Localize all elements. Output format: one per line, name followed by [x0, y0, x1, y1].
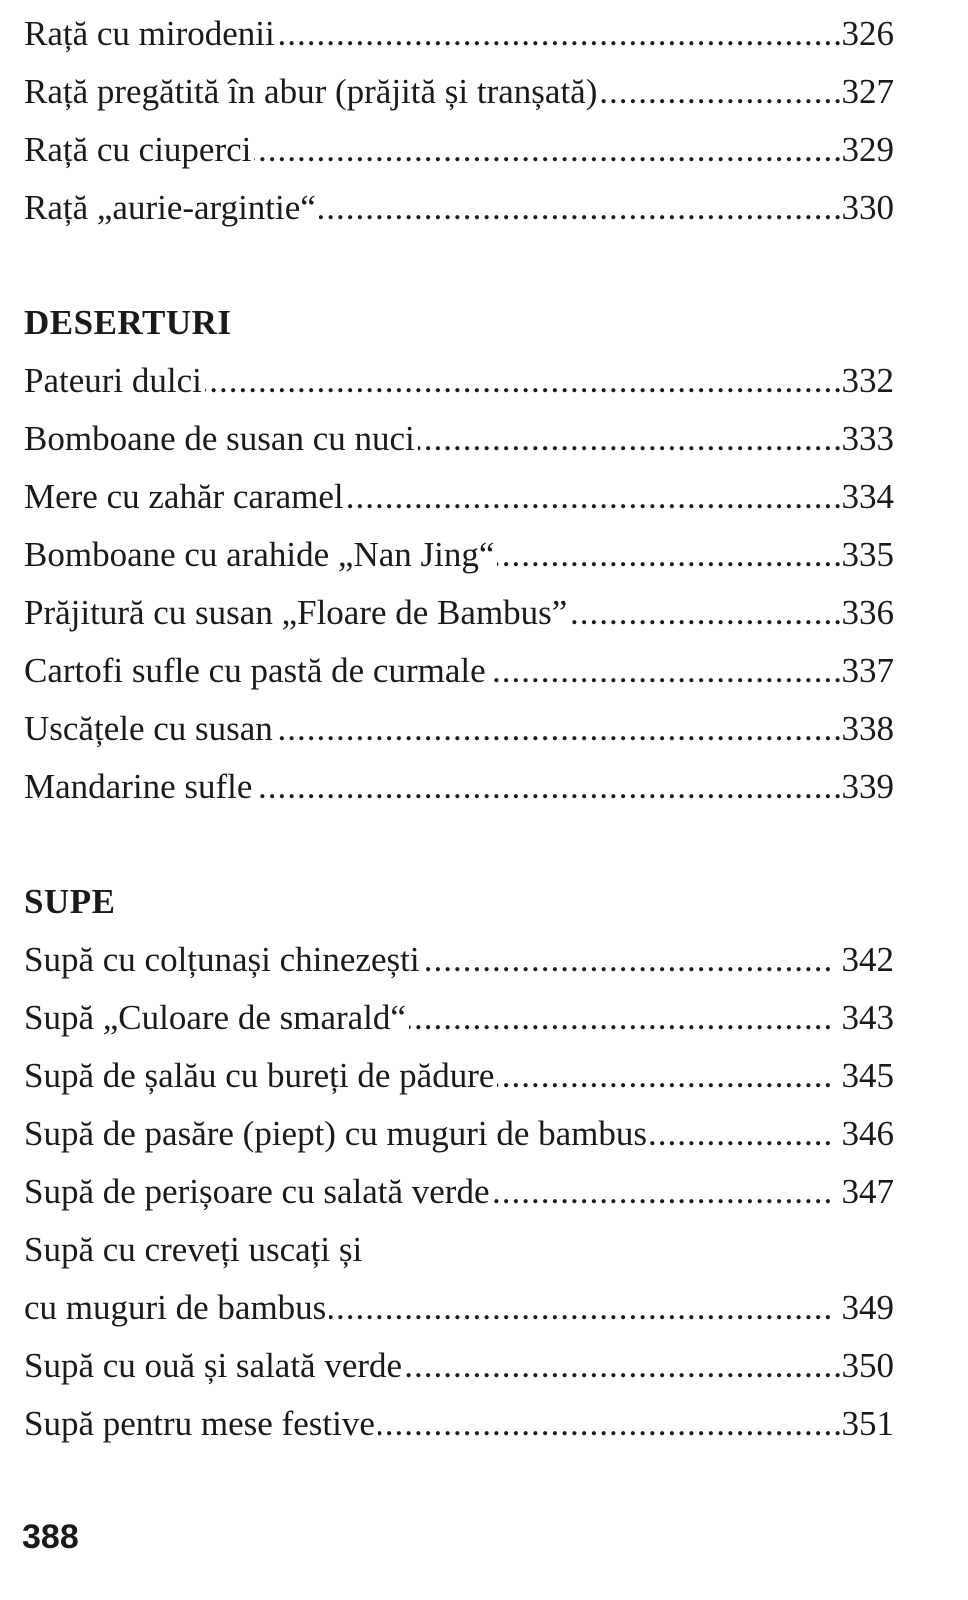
toc-entry-title: Rață cu ciuperci: [24, 130, 254, 169]
toc-entry: [24, 1286, 894, 1344]
toc-entry: [24, 417, 894, 475]
toc-entry-continued: [24, 1228, 894, 1286]
toc-entry-page: 327: [840, 70, 895, 114]
toc-entry-page: 347: [834, 1170, 895, 1214]
page-number: 388: [22, 1518, 79, 1556]
toc-entry-title: Mandarine sufle: [24, 767, 255, 806]
section-spacer: [24, 244, 894, 301]
toc-entry-title: Cartofi sufle cu pastă de curmale: [24, 651, 489, 690]
toc-entry-page: 335: [840, 533, 895, 577]
toc-entry: [24, 475, 894, 533]
toc-entry-page: 346: [834, 1112, 895, 1156]
toc-entry-title: Prăjitură cu susan „Floare de Bambus”: [24, 593, 570, 632]
toc-entry-page: 329: [840, 128, 895, 172]
toc-entry-page: 333: [840, 417, 895, 461]
toc-entry-page: 349: [834, 1286, 895, 1330]
toc-entry: [24, 996, 894, 1054]
section-heading-supe: SUPE: [24, 882, 116, 921]
toc-entry-page: 332: [840, 359, 895, 403]
toc-entry-title: Supă de perișoare cu salată verde: [24, 1172, 492, 1211]
toc-entry-page: 334: [840, 475, 895, 519]
toc-entry-page: 336: [840, 591, 895, 635]
toc-entry-title: Pateuri dulci: [24, 361, 205, 400]
toc-entry: [24, 1402, 894, 1460]
toc-entry-title: Supă cu creveți uscați și: [24, 1230, 365, 1269]
toc-entry-title: Supă cu colțunași chinezești: [24, 940, 423, 979]
toc-entry-title: Supă cu ouă și salată verde: [24, 1346, 405, 1385]
toc-entry: [24, 591, 894, 649]
toc-entry: [24, 186, 894, 244]
toc-entry: [24, 1170, 894, 1228]
toc-entry-title: Supă de pasăre (piept) cu muguri de bambus: [24, 1114, 650, 1153]
toc-entry-title: Supă de șalău cu bureți de pădure: [24, 1056, 497, 1095]
toc-entry: [24, 533, 894, 591]
toc-entry: [24, 649, 894, 707]
toc-entry-page: 351: [840, 1402, 895, 1446]
toc-entry: [24, 1054, 894, 1112]
toc-entry: [24, 1344, 894, 1402]
toc-entry-title: Rață „aurie-argintie“: [24, 188, 319, 227]
toc-entry-title: Rață pregătită în abur (prăjită și tranșată): [24, 72, 600, 111]
toc-entry-page: 350: [840, 1344, 895, 1388]
toc-entry-page: 337: [840, 649, 895, 693]
toc-entry-title: Uscățele cu susan: [24, 709, 276, 748]
toc-entry-page: 339: [840, 765, 895, 809]
toc-entry-title: Bomboane de susan cu nuci: [24, 419, 418, 458]
toc-entry-page: 345: [834, 1054, 895, 1098]
toc-entry-page: 342: [834, 938, 895, 982]
toc-entry: [24, 128, 894, 186]
toc-entry: [24, 707, 894, 765]
table-of-contents: [24, 12, 894, 1460]
section-heading-deserturi: DESERTURI: [24, 303, 232, 342]
toc-entry-page: 330: [840, 186, 895, 230]
toc-entry-title: Supă „Culoare de smarald“: [24, 998, 409, 1037]
toc-entry-title: cu muguri de bambus: [24, 1288, 329, 1327]
toc-entry: [24, 12, 894, 70]
toc-entry-title: Mere cu zahăr caramel: [24, 477, 347, 516]
toc-entry-title: Bomboane cu arahide „Nan Jing“: [24, 535, 497, 574]
toc-entry-title: Rață cu mirodenii: [24, 14, 278, 53]
toc-entry: [24, 70, 894, 128]
toc-entry: [24, 359, 894, 417]
toc-entry-page: 326: [840, 12, 895, 56]
toc-entry: [24, 938, 894, 996]
toc-entry: [24, 1112, 894, 1170]
toc-entry-page: 343: [834, 996, 895, 1040]
toc-entry-title: Supă pentru mese festive: [24, 1404, 378, 1443]
toc-entry: [24, 765, 894, 823]
section-spacer: [24, 823, 894, 880]
toc-entry-page: 338: [840, 707, 895, 751]
